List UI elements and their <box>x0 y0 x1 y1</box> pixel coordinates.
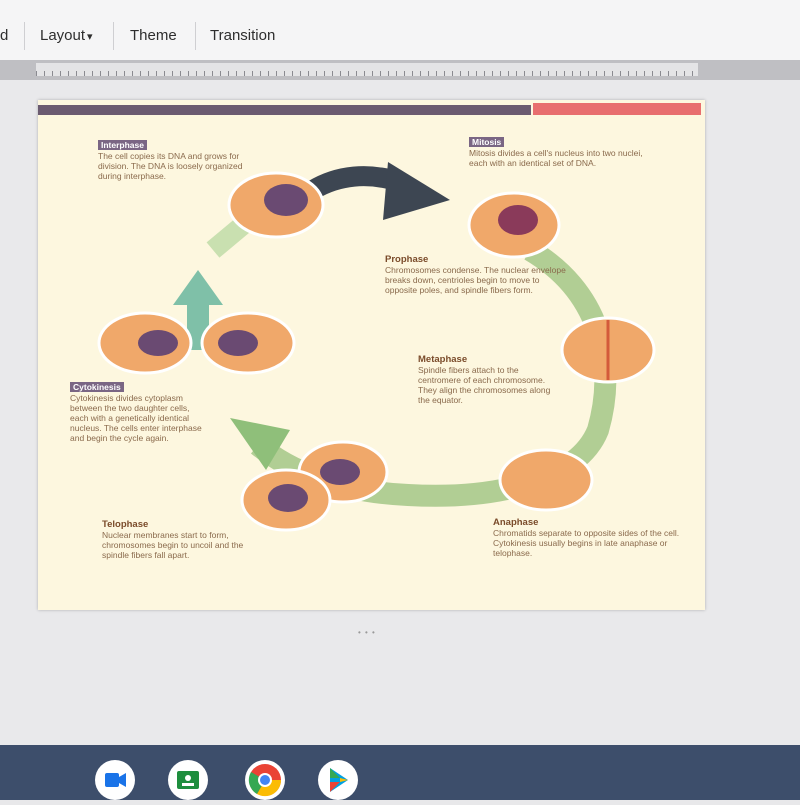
interphase-arrow <box>213 225 243 250</box>
telophase-nucleus <box>320 459 360 485</box>
interphase-description: The cell copies its DNA and grows for division. The DNA is loosely organized during interphase. <box>98 151 243 181</box>
metaphase-heading: Metaphase <box>418 354 468 365</box>
telophase-label <box>102 520 262 560</box>
toolbar-partial-item[interactable]: d <box>0 27 9 44</box>
toolbar-separator <box>113 22 114 50</box>
slide[interactable] <box>38 100 705 610</box>
cytokinesis-description: Cytokinesis divides cytoplasm between the two daughter cells, each with a genetically identical nucleus. The cells enter interphase and begin the cycle again. <box>70 393 202 443</box>
slides-toolbar <box>0 0 800 60</box>
cytokinesis-nucleus <box>218 330 258 356</box>
transition-button[interactable]: Transition <box>210 27 276 44</box>
anaphase-label <box>493 518 688 558</box>
telophase-nucleus <box>268 484 308 512</box>
prophase-label <box>385 255 570 295</box>
prophase-nucleus <box>498 205 538 235</box>
prophase-description: Chromosomes condense. The nuclear envelope breaks down, centrioles begin to move to opposite poles, and spindle fibers form. <box>385 265 566 295</box>
cell-cycle-figure <box>38 100 705 610</box>
interphase-tag: Interphase <box>98 140 147 150</box>
classroom-icon[interactable] <box>168 760 208 800</box>
ruler-scale <box>36 63 698 76</box>
mitosis-label <box>469 137 649 168</box>
mitosis-arrowhead <box>383 162 450 220</box>
layout-menu-button[interactable] <box>40 27 93 44</box>
cytokinesis-nucleus <box>138 330 178 356</box>
toolbar-separator <box>195 22 196 50</box>
cytokinesis-label <box>70 382 210 443</box>
metaphase-label <box>418 355 563 405</box>
mitosis-tag: Mitosis <box>469 137 504 147</box>
mitosis-description: Mitosis divides a cell's nucleus into two nuclei, each with an identical set of DNA. <box>469 148 643 168</box>
chevron-down-icon: ▾ <box>87 31 93 43</box>
anaphase-description: Chromatids separate to opposite sides of the cell. Cytokinesis usually begins in late anaphase or telophase. <box>493 528 680 558</box>
slide-resize-handle[interactable]: • • • <box>358 628 376 637</box>
meet-icon[interactable] <box>95 760 135 800</box>
telophase-description: Nuclear membranes start to form, chromosomes begin to uncoil and the spindle fibers fall apart. <box>102 530 244 560</box>
prophase-heading: Prophase <box>385 254 429 265</box>
play-store-icon[interactable] <box>318 760 358 800</box>
anaphase-heading: Anaphase <box>493 517 539 528</box>
horizontal-ruler[interactable] <box>0 60 800 80</box>
cytokinesis-arrowhead <box>173 270 223 305</box>
cytokinesis-tag: Cytokinesis <box>70 382 124 392</box>
theme-button[interactable]: Theme <box>130 27 177 44</box>
chrome-icon[interactable] <box>245 760 285 800</box>
interphase-label <box>98 140 243 181</box>
telophase-heading: Telophase <box>102 519 149 530</box>
interphase-nucleus <box>264 184 308 216</box>
metaphase-description: Spindle fibers attach to the centromere of each chromosome. They align the chromosomes along the equator. <box>418 365 551 405</box>
anaphase-cell <box>500 450 592 510</box>
toolbar-separator <box>24 22 25 50</box>
layout-label: Layout <box>40 27 86 44</box>
